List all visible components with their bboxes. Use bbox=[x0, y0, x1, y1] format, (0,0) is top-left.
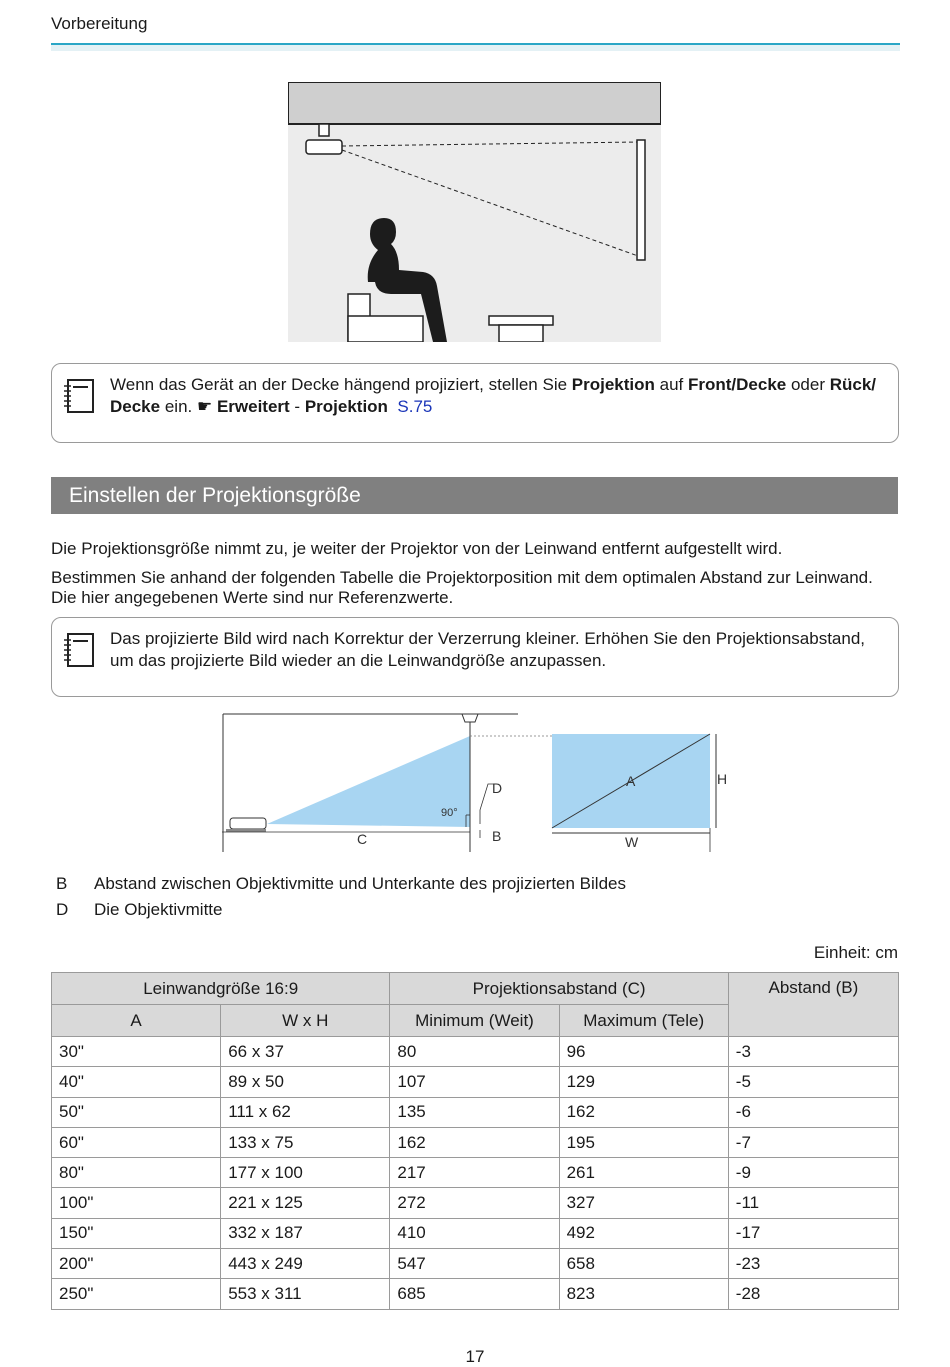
unit-label: Einheit: cm bbox=[813, 943, 898, 962]
table-row bbox=[52, 1188, 899, 1218]
label-b: B bbox=[492, 828, 502, 844]
note-text-ceiling: Wenn das Gerät an der Decke hängend projiziert, stellen Sie Projektion auf Front/Decke oder Rück/ Decke ein. ☛ Erweitert - Projektion S.75 bbox=[110, 375, 877, 416]
definition-key: B bbox=[56, 874, 68, 893]
table-cell: 685 bbox=[390, 1279, 559, 1309]
section-header bbox=[51, 477, 898, 514]
note-icon bbox=[63, 632, 95, 668]
table-cell: -23 bbox=[728, 1249, 898, 1279]
table-cell: -28 bbox=[728, 1279, 898, 1309]
table-cell: 332 x 187 bbox=[221, 1218, 390, 1248]
table-row bbox=[52, 1218, 899, 1248]
table-cell: 272 bbox=[390, 1188, 559, 1218]
table-cell: 200" bbox=[52, 1249, 221, 1279]
table-cell: 547 bbox=[390, 1249, 559, 1279]
projection-beam bbox=[267, 736, 470, 827]
projection-size-table bbox=[51, 972, 899, 1310]
table-cell: -6 bbox=[728, 1097, 898, 1127]
table-cell: 150" bbox=[52, 1218, 221, 1248]
table-cell: 250" bbox=[52, 1279, 221, 1309]
table-cell: -7 bbox=[728, 1127, 898, 1157]
label-a: A bbox=[626, 773, 636, 789]
header-distance-b: Abstand (B) bbox=[728, 973, 898, 1037]
table-cell: 261 bbox=[559, 1158, 728, 1188]
page-link[interactable]: S.75 bbox=[397, 397, 433, 416]
table-cell: 60" bbox=[52, 1127, 221, 1157]
projection-diagram bbox=[222, 712, 742, 856]
table-cell: 100" bbox=[52, 1188, 221, 1218]
table-cell: 66 x 37 bbox=[221, 1037, 390, 1067]
header-wxh: W x H bbox=[221, 1005, 390, 1037]
table-cell: 133 x 75 bbox=[221, 1127, 390, 1157]
table-row bbox=[52, 1037, 899, 1067]
table-cell: 195 bbox=[559, 1127, 728, 1157]
table-cell: 107 bbox=[390, 1067, 559, 1097]
ceiling-mount-illustration bbox=[288, 82, 661, 342]
note-icon bbox=[63, 378, 95, 414]
table-cell: 553 x 311 bbox=[221, 1279, 390, 1309]
table-cell: 177 x 100 bbox=[221, 1158, 390, 1188]
note-box-ceiling bbox=[51, 363, 899, 443]
page-number: 17 bbox=[465, 1347, 485, 1366]
label-c: C bbox=[357, 831, 368, 847]
table-row bbox=[52, 1097, 899, 1127]
table-cell: 40" bbox=[52, 1067, 221, 1097]
label-angle: 90° bbox=[441, 807, 458, 819]
table-cell: 492 bbox=[559, 1218, 728, 1248]
header-rule bbox=[51, 43, 900, 51]
table-cell: 217 bbox=[390, 1158, 559, 1188]
table-cell: 162 bbox=[559, 1097, 728, 1127]
table-cell: 129 bbox=[559, 1067, 728, 1097]
label-w: W bbox=[625, 834, 639, 850]
table-cell: 96 bbox=[559, 1037, 728, 1067]
table-row bbox=[52, 1127, 899, 1157]
section-title: Einstellen der Projektionsgröße bbox=[69, 484, 361, 507]
paragraph-1: Die Projektionsgröße nimmt zu, je weiter der Projektor von der Leinwand entfernt aufgestellt wird. bbox=[51, 539, 783, 558]
header-title: Vorbereitung bbox=[51, 14, 148, 33]
table-cell: -11 bbox=[728, 1188, 898, 1218]
label-d: D bbox=[492, 780, 503, 796]
definition-value: Abstand zwischen Objektivmitte und Unterkante des projizierten Bildes bbox=[94, 874, 626, 893]
table-cell: 111 x 62 bbox=[221, 1097, 390, 1127]
table-row bbox=[52, 1249, 899, 1279]
definition-value: Die Objektivmitte bbox=[94, 900, 223, 919]
table-cell: 823 bbox=[559, 1279, 728, 1309]
header-maximum: Maximum (Tele) bbox=[559, 1005, 728, 1037]
header-projection-distance: Projektionsabstand (C) bbox=[390, 973, 728, 1005]
header-screen-size: Leinwandgröße 16:9 bbox=[52, 973, 390, 1005]
table-cell: 135 bbox=[390, 1097, 559, 1127]
table-cell: -3 bbox=[728, 1037, 898, 1067]
table-cell: 162 bbox=[390, 1127, 559, 1157]
table-cell: 50" bbox=[52, 1097, 221, 1127]
table-cell: 658 bbox=[559, 1249, 728, 1279]
table-cell: 30" bbox=[52, 1037, 221, 1067]
note-box-distortion bbox=[51, 617, 899, 697]
definition-key: D bbox=[56, 900, 69, 919]
table-row bbox=[52, 1279, 899, 1309]
table-cell: 89 x 50 bbox=[221, 1067, 390, 1097]
table-cell: 80 bbox=[390, 1037, 559, 1067]
label-h: H bbox=[717, 771, 728, 787]
table-cell: 221 x 125 bbox=[221, 1188, 390, 1218]
pointer-icon: ☛ bbox=[196, 397, 213, 416]
table-cell: -5 bbox=[728, 1067, 898, 1097]
table-cell: 327 bbox=[559, 1188, 728, 1218]
paragraph-2: Bestimmen Sie anhand der folgenden Tabelle die Projektorposition mit dem optimalen Abstand zur Leinwand. Die hier angegebenen Werte sind nur Referenzwerte. bbox=[51, 568, 873, 607]
header-minimum: Minimum (Weit) bbox=[390, 1005, 559, 1037]
table-row bbox=[52, 1067, 899, 1097]
table-row bbox=[52, 1158, 899, 1188]
table-cell: 443 x 249 bbox=[221, 1249, 390, 1279]
table-cell: -9 bbox=[728, 1158, 898, 1188]
table-cell: -17 bbox=[728, 1218, 898, 1248]
header-a: A bbox=[52, 1005, 221, 1037]
table-cell: 80" bbox=[52, 1158, 221, 1188]
note-text-distortion: Das projizierte Bild wird nach Korrektur der Verzerrung kleiner. Erhöhen Sie den Projektionsabstand, um das projizierte Bild wieder an die Leinwandgröße anzupassen. bbox=[110, 629, 866, 670]
table-cell: 410 bbox=[390, 1218, 559, 1248]
